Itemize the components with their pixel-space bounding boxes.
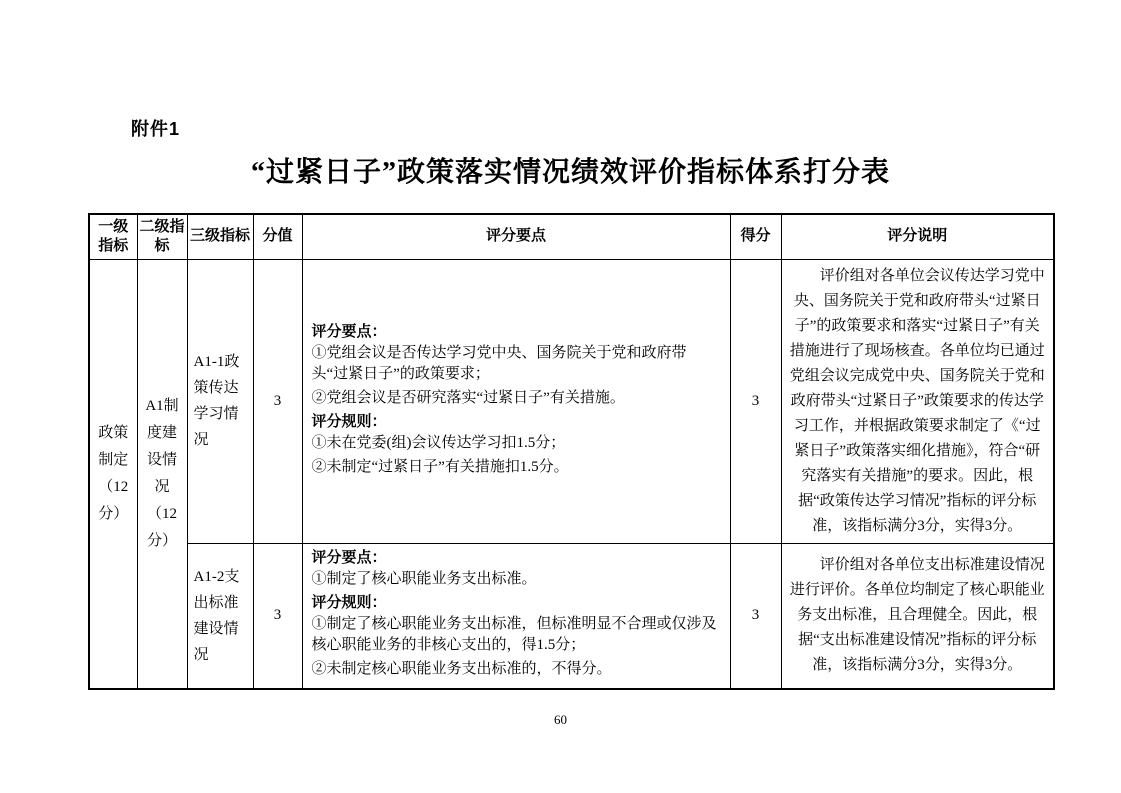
point-item: ②党组会议是否研究落实“过紧日子”有关措施。 bbox=[311, 389, 625, 406]
page-title: “过紧日子”政策落实情况绩效评价指标体系打分表 bbox=[250, 157, 890, 188]
level2-indicator-cell: A1制度建设情况（12分） bbox=[137, 259, 187, 689]
header-score: 得分 bbox=[730, 214, 781, 259]
explanation-cell bbox=[781, 259, 1054, 543]
scoring-table bbox=[88, 213, 1055, 690]
level1-indicator-cell: 政策制定（12分） bbox=[89, 259, 137, 689]
rules-label: 评分规则： bbox=[311, 413, 387, 430]
scoring-points-cell bbox=[302, 543, 730, 689]
explanation-text: 评价组对各单位会议传达学习党中央、国务院关于党和政府带头“过紧日子”的政策要求和落实“过紧日子”有关措施进行了现场核查。各单位均已通过党组会议完成党中央、国务院关于党和政府带头“过紧日子”政策要求的传达学习工作，并根据政策要求制定了《“过紧日子”政策落实细化措施》，符合“研究落实有关措施”的要求。因此，根据“政策传达学习情况”指标的评分标准，该指标满分3分，实得3分。 bbox=[789, 267, 1045, 534]
score-cell: 3 bbox=[730, 543, 781, 689]
rule-item: ①未在党委(组)会议传达学习扣1.5分； bbox=[311, 434, 566, 451]
header-score-value: 分值 bbox=[253, 214, 302, 259]
header-level2-indicator: 二级指标 bbox=[137, 214, 187, 259]
page-number: 60 bbox=[554, 712, 567, 727]
header-scoring-points: 评分要点 bbox=[302, 214, 730, 259]
points-label: 评分要点： bbox=[311, 550, 387, 567]
header-level3-indicator: 三级指标 bbox=[187, 214, 253, 259]
header-row bbox=[89, 214, 1054, 259]
header-level1-indicator: 一级指标 bbox=[89, 214, 137, 259]
header-scoring-explanation: 评分说明 bbox=[781, 214, 1054, 259]
level3-indicator-cell: A1-1政策传达学习情况 bbox=[187, 259, 253, 543]
table-row bbox=[89, 259, 1054, 543]
points-label: 评分要点： bbox=[311, 323, 387, 340]
level3-indicator-cell: A1-2支出标准建设情况 bbox=[187, 543, 253, 689]
scoring-points-cell bbox=[302, 259, 730, 543]
explanation-text: 评价组对各单位支出标准建设情况进行评价。各单位均制定了核心职能业务支出标准，且合理健全。因此，根据“支出标准建设情况”指标的评分标准，该指标满分3分，实得3分。 bbox=[789, 557, 1045, 674]
explanation-cell bbox=[781, 543, 1054, 689]
point-item: ①党组会议是否传达学习党中央、国务院关于党和政府带头“过紧日子”的政策要求； bbox=[311, 344, 687, 382]
score-value-cell: 3 bbox=[253, 543, 302, 689]
rules-label: 评分规则： bbox=[311, 595, 387, 612]
table-row bbox=[89, 543, 1054, 689]
score-value-cell: 3 bbox=[253, 259, 302, 543]
rule-item: ①制定了核心职能业务支出标准，但标准明显不合理或仅涉及核心职能业务的非核心支出的，得1.5分； bbox=[311, 616, 717, 654]
rule-item: ②未制定核心职能业务支出标准的，不得分。 bbox=[311, 661, 612, 678]
attachment-label: 附件1 bbox=[131, 119, 181, 139]
rule-item: ②未制定“过紧日子”有关措施扣1.5分。 bbox=[311, 458, 569, 475]
score-cell: 3 bbox=[730, 259, 781, 543]
point-item: ①制定了核心职能业务支出标准。 bbox=[311, 571, 537, 588]
